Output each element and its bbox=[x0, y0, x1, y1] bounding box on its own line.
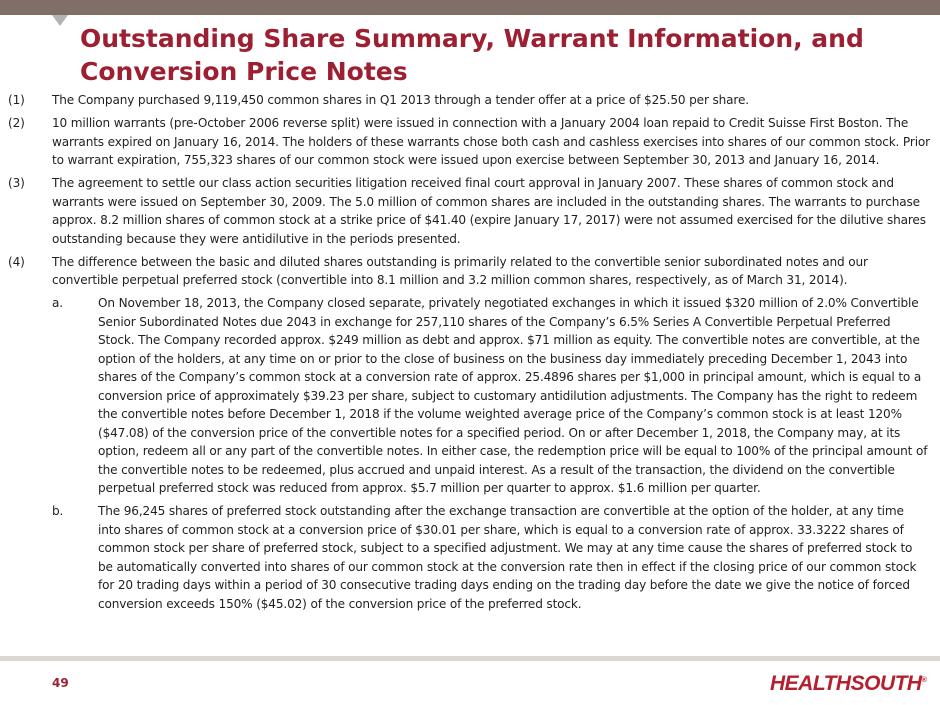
slide-title: Outstanding Share Summary, Warrant Information, and Conversion Price Notes bbox=[80, 24, 864, 86]
note-text: The agreement to settle our class action securities litigation received final court approval in January 2007. These shares of common stock and warrants were issued on September 30, 2009. The 5.0 million of common shares are included in the outstanding shares. The warrants to purchase approx. 8.2 million shares of common stock at a strike price of $41.40 (expire January 17, 2017) were not assumed exercised for the dilutive shares outstanding because they were antidilutive in the periods presented. bbox=[52, 176, 926, 246]
note-text: 10 million warrants (pre-October 2006 reverse split) were issued in connection with a January 2004 loan repaid to Credit Suisse First Boston. The warrants expired on January 16, 2014. The holders of these warrants chose both cash and cashless exercises into shares of our common stock. Prior to warrant expiration, 755,323 shares of our common stock were issued upon exercise between September 30, 2013 and January 16, 2014. bbox=[52, 116, 930, 167]
healthsouth-logo bbox=[770, 672, 926, 696]
note-text: The difference between the basic and diluted shares outstanding is primarily related to the convertible senior subordinated notes and our convertible perpetual preferred stock (convertible into 8.1 million and 3.2 million common shares, respectively, as of March 31, 2014). bbox=[52, 254, 868, 287]
logo-text: HEALTHSOUTH bbox=[770, 672, 922, 695]
notes-list bbox=[0, 91, 940, 618]
registered-mark: ® bbox=[921, 677, 927, 684]
subnote-text: The 96,245 shares of preferred stock outstanding after the exchange transaction are convertible at the option of the holder, at any time into shares of common stock at a conversion price of $30.01 per share, which is equal to a conversion rate of approx. 33.3222 shares of common stock per share of preferred stock, subject to a specified adjustment. We may at any time cause the shares of preferred stock to be automatically converted into shares of our common stock at the conversion rate then in effect if the closing price of our common stock for 20 trading days within a period of 30 consecutive trading days ending on the trading day before the date we give the notice of forced conversion exceeds 150% ($45.02) of the conversion price of the preferred stock. bbox=[98, 504, 917, 611]
triangle-marker-icon bbox=[52, 15, 68, 26]
note-marker: (2) bbox=[8, 116, 25, 130]
note-2 bbox=[0, 114, 940, 170]
subnote-text: On November 18, 2013, the Company closed separate, privately negotiated exchanges in which it issued $320 million of 2.0% Convertible Senior Subordinated Notes due 2043 in exchange for 257,110 shares of the Company’s 6.5% Series A Convertible Perpetual Preferred Stock. The Company recorded approx. $249 million as debt and approx. $71 million as equity. The convertible notes are convertible, at the option of the holders, at any time on or prior to the close of business on the business day immediately preceding December 1, 2043 into shares of the Company’s common stock at a conversion rate of approx. 25.4896 shares per $1,000 in principal amount, which is equal to a conversion price of approximately $39.23 per share, subject to customary antidilution adjustments. The Company has the right to redeem the convertible notes before December 1, 2018 if the volume weighted average price of the Company’s common stock is at least 120% ($47.08) of the conversion price of the convertible notes for a specified period. On or after December 1, 2018, the Company may, at its option, redeem all or any part of the convertible notes. In either case, the redemption price will be equal to 100% of the principal amount of the convertible notes to be redeemed, plus accrued and unpaid interest. As a result of the transaction, the dividend on the convertible perpetual preferred stock was reduced from approx. $5.7 million per quarter to approx. $1.6 million per quarter. bbox=[98, 296, 928, 495]
subnote-marker: b. bbox=[52, 504, 64, 518]
note-text: The Company purchased 9,119,450 common shares in Q1 2013 through a tender offer at a price of $25.50 per share. bbox=[52, 93, 749, 107]
note-3 bbox=[0, 174, 940, 248]
top-banner bbox=[0, 0, 940, 15]
subnote-a bbox=[0, 294, 940, 498]
note-marker: (4) bbox=[8, 254, 25, 269]
note-4 bbox=[0, 253, 940, 290]
note-marker: (1) bbox=[8, 93, 25, 107]
subnote-b bbox=[0, 502, 940, 613]
subnote-marker: a. bbox=[52, 296, 63, 310]
footer-divider bbox=[0, 656, 940, 661]
note-marker: (3) bbox=[8, 176, 25, 190]
page-number: 49 bbox=[52, 676, 69, 690]
note-1 bbox=[0, 91, 940, 110]
